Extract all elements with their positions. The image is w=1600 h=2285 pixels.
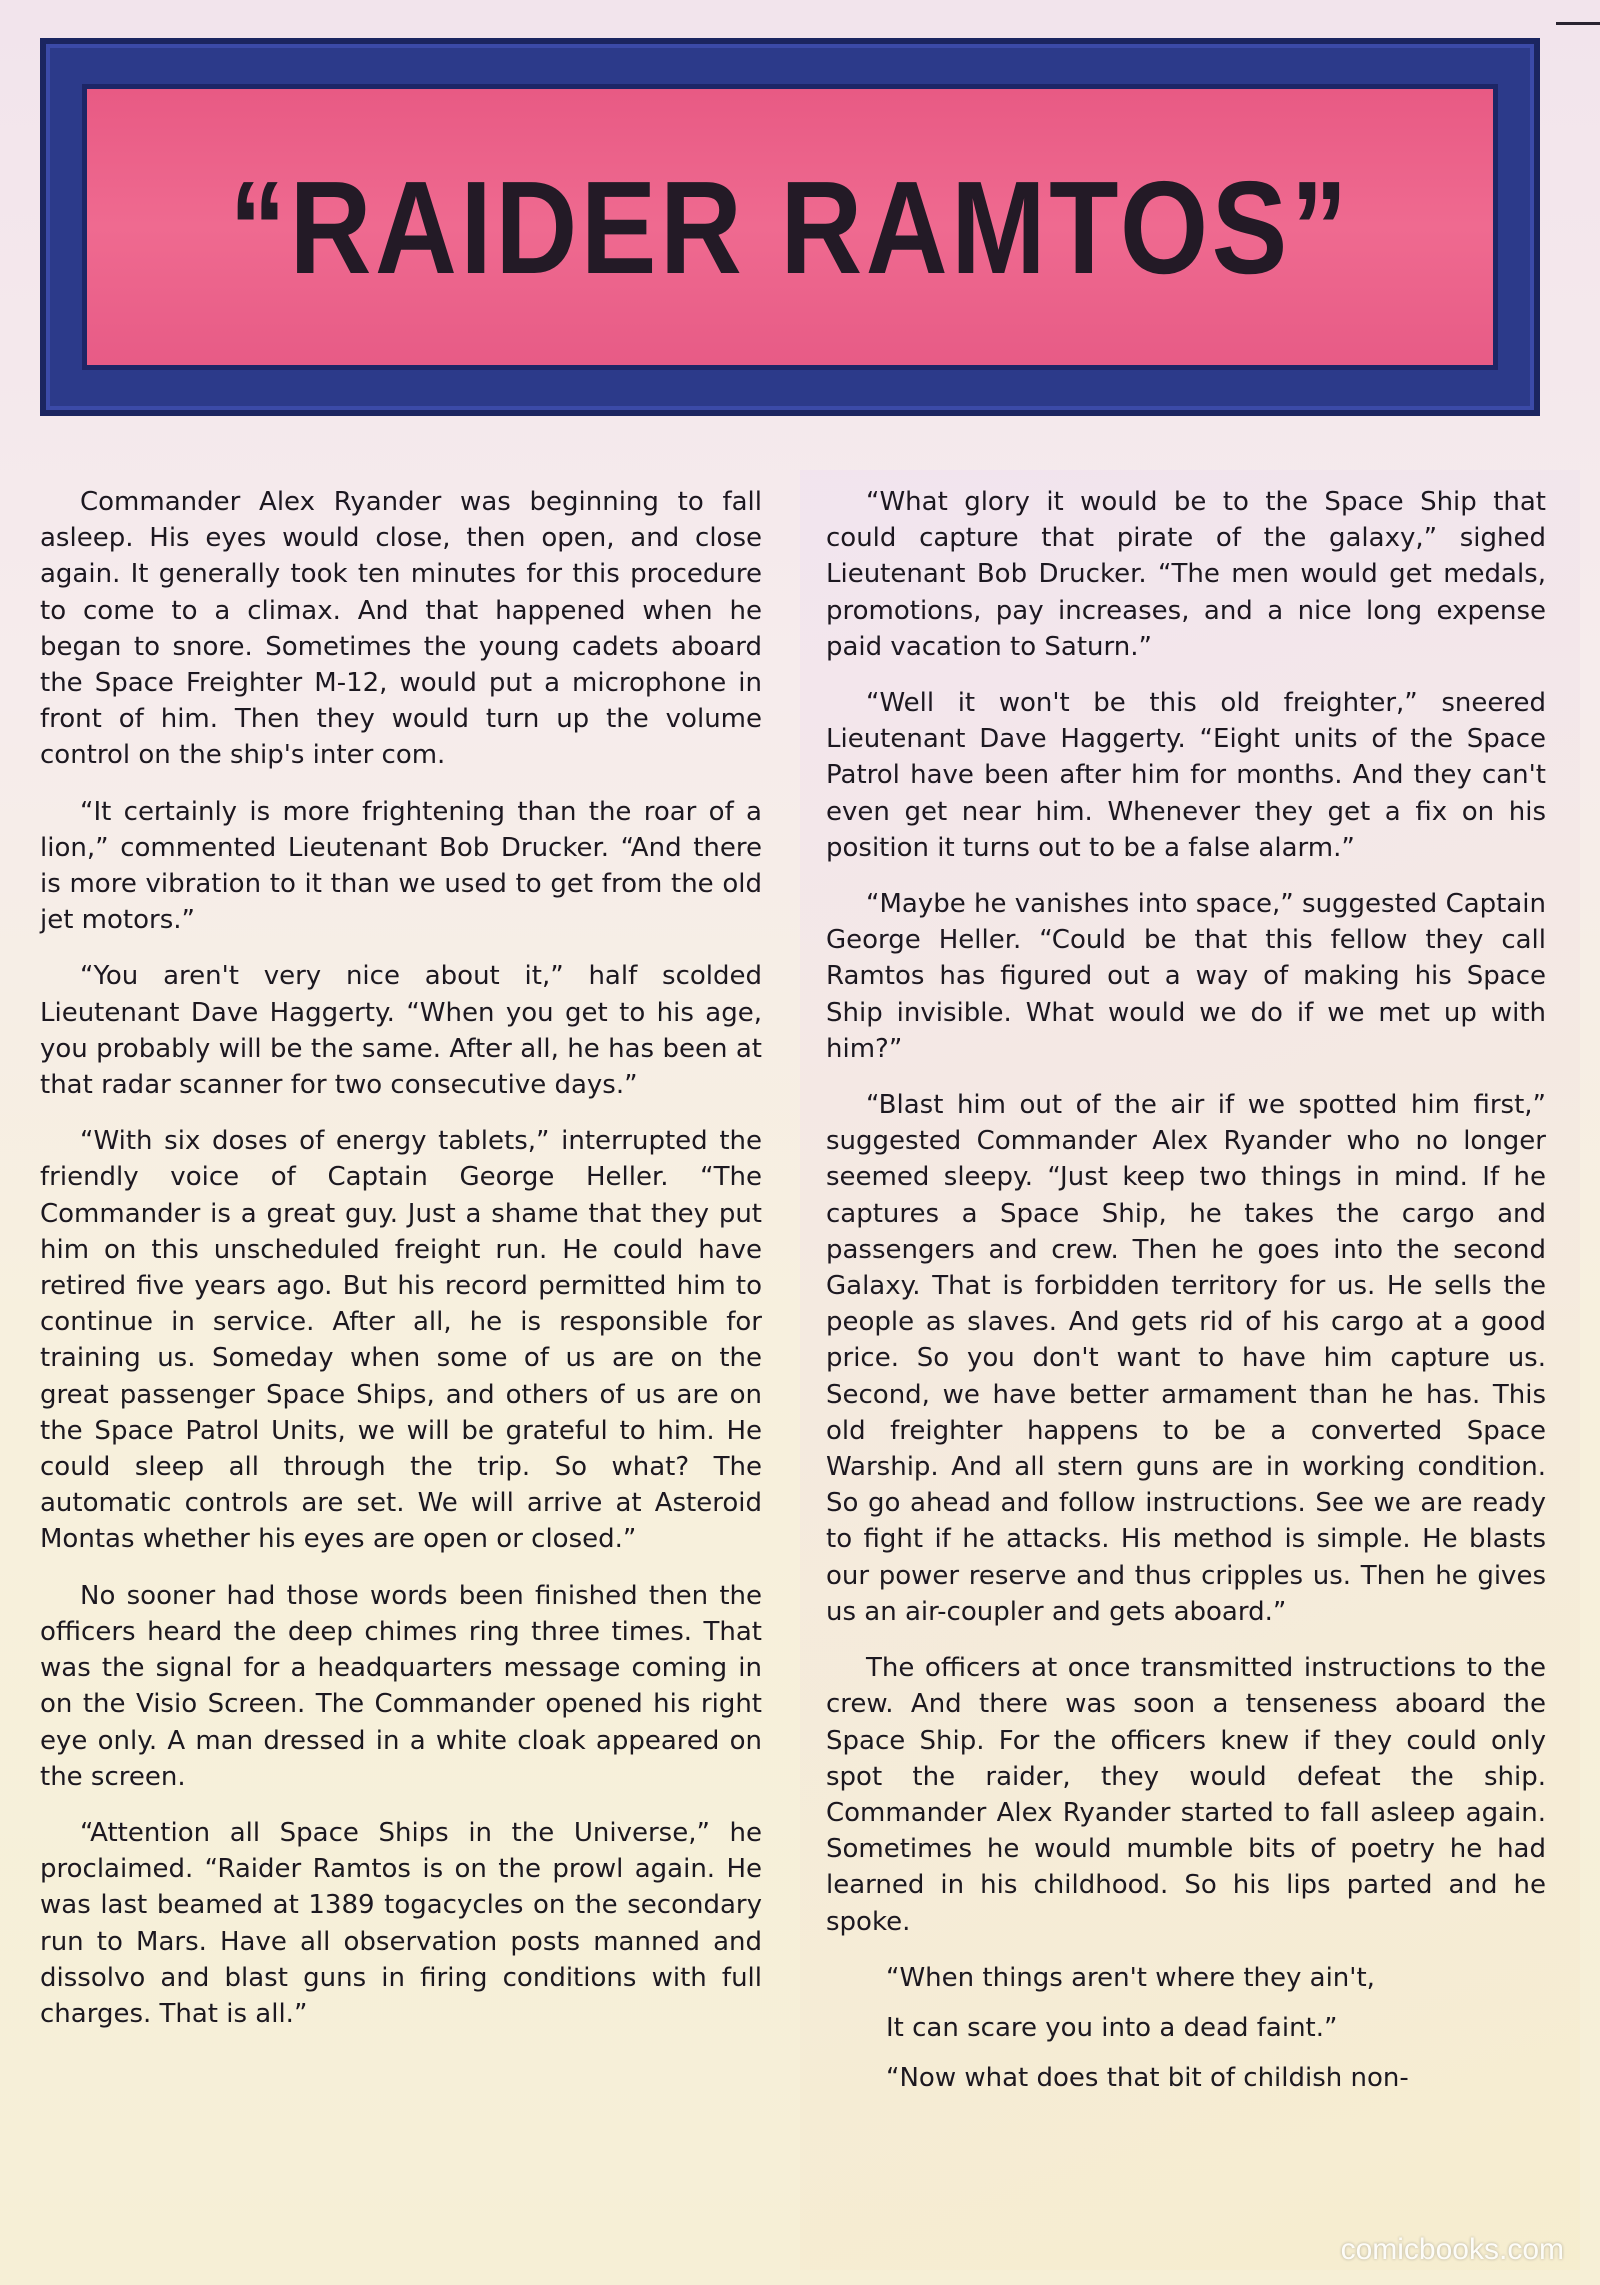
paragraph: No sooner had those words been finished then the officers heard the deep chimes ring three times. That was the signal for a headquarters message coming in on the Visio Screen. The Commander opened his right eye only. A man dressed in a white cloak appeared on the screen. (40, 1580, 762, 1792)
verse-line: It can scare you into a dead faint.” (886, 2012, 1338, 2043)
paragraph: “Attention all Space Ships in the Universe,” he proclaimed. “Raider Ramtos is on the prowl again. He was last beamed at 1389 togacycles on the secondary run to Mars. Have all observation posts manned and dissolvo and blast guns in firing conditions with full charges. That is all.” (40, 1817, 762, 2029)
verse-line: “Now what does that bit of childish non- (886, 2063, 1409, 2094)
paragraph: “Blast him out of the air if we spotted him first,” suggested Commander Alex Ryander who no longer seemed sleepy. “Just keep two things in mind. If he captures a Space Ship, he takes the cargo and passengers and crew. Then he goes into the second Galaxy. That is forbidden territory for us. He sells the people as slaves. And gets rid of his cargo at a good price. So you don't want to have him capture us. Second, we have better armament than he has. This old freighter happens to be a converted Space Warship. And all stern guns are in working condition. So go ahead and follow instructions. See we are ready to fight if he attacks. His method is simple. He blasts our power reserve and thus cripples us. Then he gives us an air-coupler and gets aboard.” (826, 1090, 1546, 1627)
right-column (826, 484, 1546, 2110)
paragraph: “You aren't very nice about it,” half scolded Lieutenant Dave Haggerty. “When you get to his age, you probably will be the same. After all, he has been at that radar scanner for two consecutive days.” (40, 961, 762, 1101)
title-panel (82, 84, 1498, 370)
paragraph: “With six doses of energy tablets,” interrupted the friendly voice of Captain George Heller. “The Commander is a great guy. Just a shame that they put him on this unscheduled freight run. He could have retired five years ago. But his record permitted him to continue in service. After all, he is responsible for training us. Someday when some of us are on the great passenger Space Ships, and others of us are on the Space Patrol Units, we will be grateful to him. He could sleep all through the trip. So what? The automatic controls are set. We will arrive at Asteroid Montas whether his eyes are open or closed.” (40, 1126, 762, 1555)
paragraph: “What glory it would be to the Space Ship that could capture that pirate of the galaxy,” sighed Lieutenant Bob Drucker. “The men would get medals, promotions, pay increases, and a nice long expense paid vacation to Saturn.” (826, 487, 1546, 662)
paragraph: “It certainly is more frightening than the roar of a lion,” commented Lieutenant Bob Drucker. “And there is more vibration to it than we used to get from the old jet motors.” (40, 796, 762, 936)
paragraph: Commander Alex Ryander was beginning to fall asleep. His eyes would close, then open, and close again. It generally took ten minutes for this procedure to come to a climax. And that happened when he began to snore. Sometimes the young cadets aboard the Space Freighter M-12, would put a microphone in front of him. Then they would turn up the volume control on the ship's inter com. (40, 487, 762, 771)
paragraph: “Maybe he vanishes into space,” suggested Captain George Heller. “Could be that this fellow they call Ramtos has figured out a way of making his Space Ship invisible. What would we do if we met up with him?” (826, 889, 1546, 1064)
story-title: “RAIDER RAMTOS” (229, 153, 1351, 301)
left-column (40, 484, 762, 2052)
verse-line: “When things aren't where they ain't, (886, 1962, 1375, 1993)
paragraph: The officers at once transmitted instructions to the crew. And there was soon a tenseness aboard the Space Ship. For the officers knew if they could only spot the raider, they would defeat the ship. Commander Alex Ryander started to fall asleep again. Sometimes he would mumble bits of poetry he had learned in his childhood. So his lips parted and he spoke. (826, 1653, 1546, 1937)
paragraph: “Well it won't be this old freighter,” sneered Lieutenant Dave Haggerty. “Eight units of the Space Patrol have been after him for months. And they can't even get near him. Whenever they get a fix on his position it turns out to be a false alarm.” (826, 688, 1546, 863)
title-banner (40, 38, 1540, 416)
corner-mark (1556, 22, 1600, 25)
watermark: comicbooks.com (1340, 2233, 1564, 2266)
